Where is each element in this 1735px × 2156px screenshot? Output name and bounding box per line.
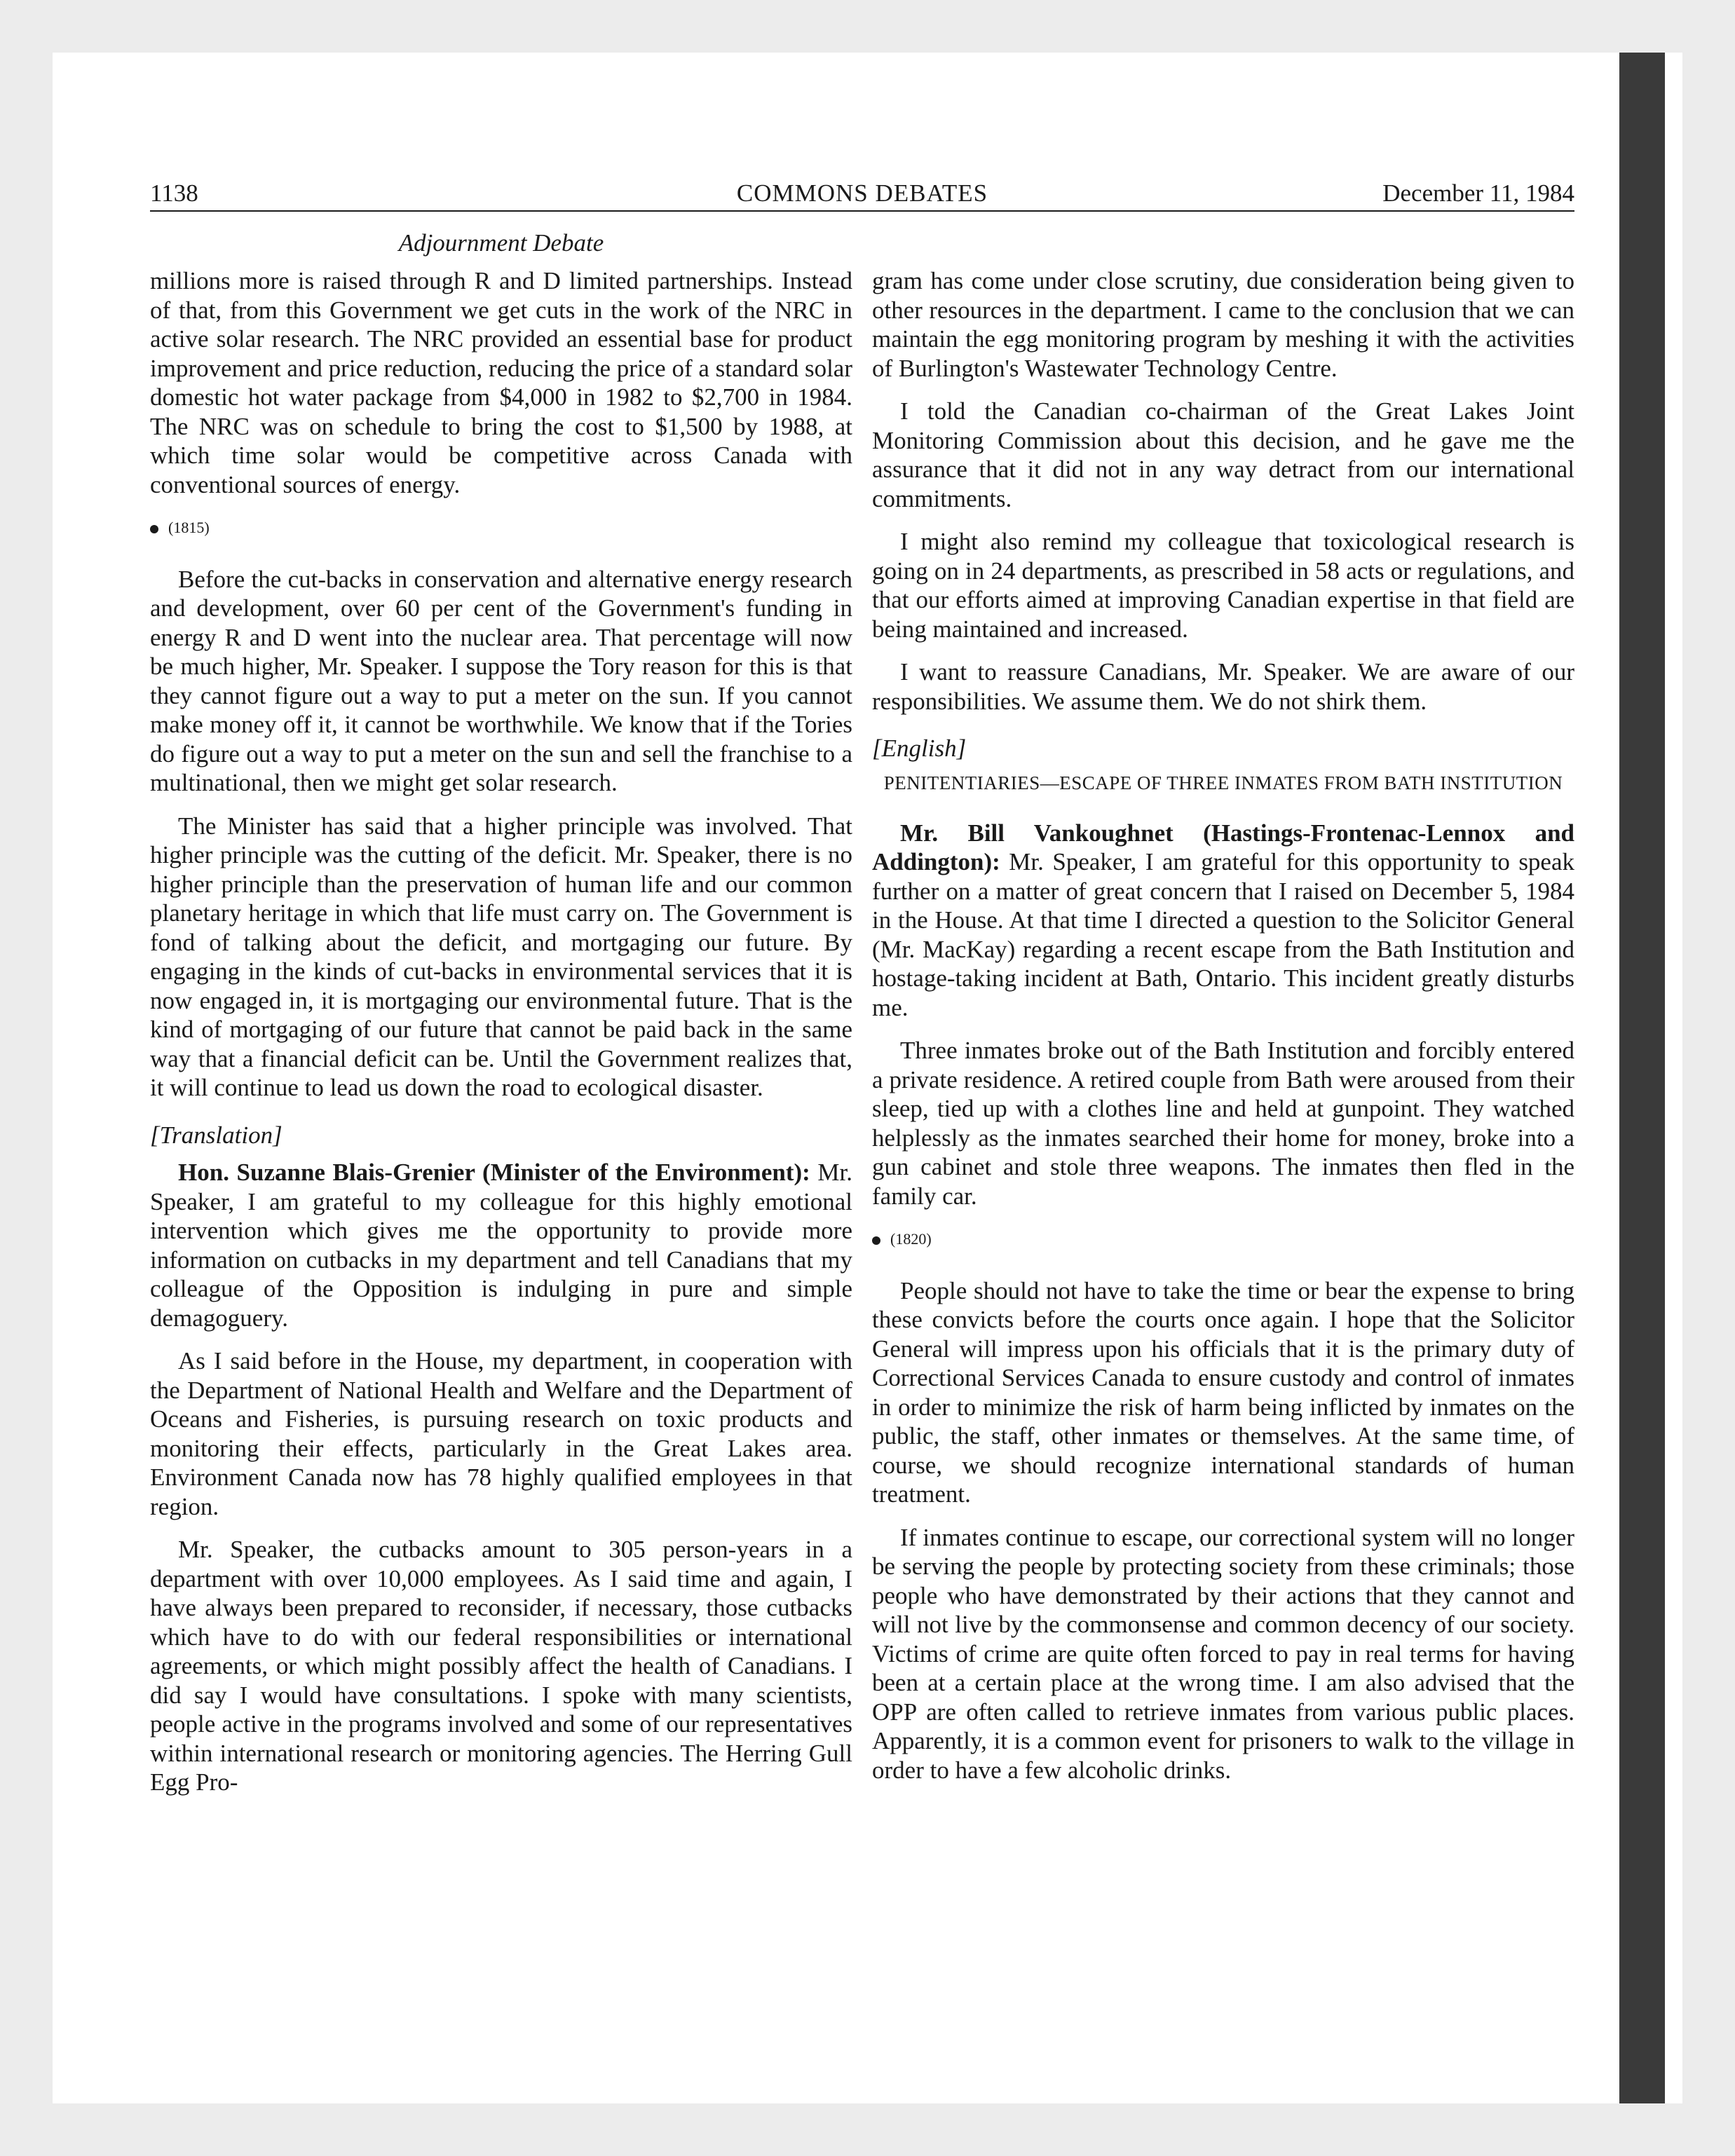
paragraph: Mr. Speaker, the cutbacks amount to 305 person-years in a department with over 10,000 employees. As I said time and again, I have always been prepared to reconsider, if necessary, those cutbacks which have to do with our federal responsibilities or international agreements, or which might possibly affect the health of Canadians. I did say I would have consultations. I spoke with many scientists, people active in the programs involved and some of our representatives within international research or monitoring agencies. The Herring Gull Egg Pro-: [150, 1536, 852, 1796]
time-marker-label: (1815): [168, 519, 210, 536]
page-header: [150, 175, 1574, 212]
paragraph: I might also remind my colleague that toxicological research is going on in 24 departments, as prescribed in 58 acts or regulations, and that our efforts aimed at improving Canadian expertise in that field are being maintained and increased.: [872, 528, 1574, 643]
paragraph: Before the cut-backs in conservation and alternative energy research and development, over 60 per cent of the Government's funding in energy R and D went into the nuclear area. That percentage will now be much higher, Mr. Speaker. I suppose the Tory reason for this is that they cannot figure out a way to put a meter on the sun. If you cannot make money off it, it cannot be worthwhile. We know that if the Tories do figure out a way to put a meter on the sun and sell the franchise to a multinational, then we might get solar research.: [150, 565, 852, 796]
subject-heading: PENITENTIARIES—ESCAPE OF THREE INMATES FROM BATH INSTITUTION: [883, 772, 1563, 793]
time-marker-label: (1820): [890, 1230, 932, 1248]
speech-paragraph: [872, 819, 1574, 1023]
speaker-name: Hon. Suzanne Blais-Grenier (Minister of the Environment):: [178, 1159, 810, 1186]
speaker-name: Mr. Bill Vankoughnet (Hastings-Frontenac-Lennox and Addington):: [872, 819, 1574, 875]
publication-date: December 11, 1984: [1382, 179, 1574, 207]
paragraph: If inmates continue to escape, our correctional system will no longer be serving the people by protecting society from these criminals; those people who have demonstrated by their actions that they cannot and will not live by the commonsense and common decency of our society. Victims of crime are quite often forced to pay in real terms for having been at a certain place at the wrong time. I am also advised that the OPP are often called to retrieve inmates from various public places. Apparently, it is a common event for prisoners to walk to the village in order to have a few alcoholic drinks.: [872, 1523, 1574, 1784]
speech-text: Mr. Speaker, I am grateful for this opportunity to speak further on a matter of great concern that I raised on December 5, 1984 in the House. At that time I directed a question to the Solicitor General (Mr. MacKay) regarding a recent escape from the Bath Institution and hostage-taking incident at Bath, Ontario. This incident greatly disturbs me.: [872, 848, 1575, 1021]
left-column: [150, 266, 852, 1811]
right-column: [872, 266, 1574, 1799]
paragraph: As I said before in the House, my department, in cooperation with the Department of National Health and Welfare and the Department of Oceans and Fisheries, is pursuing research on toxic products and monitoring their effects, particularly in the Great Lakes area. Environment Canada now has 78 highly qualified employees in that region.: [150, 1347, 852, 1520]
paragraph: I told the Canadian co-chairman of the Great Lakes Joint Monitoring Commission about this decision, and he gave me the assurance that it did not in any way detract from our international commitments.: [872, 397, 1574, 512]
speech-text: Mr. Speaker, I am grateful to my colleague for this highly emotional intervention which gives me the opportunity to provide more information on cutbacks in my department and tell Canadians that my colleague of the Opposition is indulging in pure and simple demagoguery.: [150, 1159, 852, 1332]
paragraph: millions more is raised through R and D limited partnerships. Instead of that, from this Government we get cuts in the work of the NRC in active solar research. The NRC provided an essential base for product improvement and price reduction, reducing the price of a standard solar domestic hot water package from $4,000 in 1982 to $2,700 in 1984. The NRC was on schedule to bring the cost to $1,500 by 1988, at which time solar would be competitive across Canada with conventional sources of energy.: [150, 267, 852, 498]
bullet-icon: [872, 1236, 880, 1245]
time-marker: [150, 513, 852, 543]
page-number: 1138: [150, 179, 198, 207]
paragraph: People should not have to take the time or bear the expense to bring these convicts before the courts once again. I hope that the Solicitor General will impress upon his officials that it is the primary duty of Correctional Services Canada to ensure custody and control of inmates in order to minimize the risk of harm being inflicted by inmates on the public, the staff, other inmates or themselves. At the same time, of course, we should recognize international standards of human treatment.: [872, 1276, 1574, 1508]
language-note: [English]: [872, 735, 967, 762]
paragraph: The Minister has said that a higher principle was involved. That higher principle was the cutting of the deficit. Mr. Speaker, there is no higher principle than the preservation of human life and our common planetary heritage in which that life must carry on. The Government is fond of talking about the deficit, and mortgaging our future. By engaging in the kinds of cut-backs in environmental services that it is now engaged in, it is mortgaging our environmental future. That is the kind of mortgaging of our future that cannot be paid back in the same way that a financial deficit can be. Until the Government realizes that, it will continue to lead us down the road to ecological disaster.: [150, 812, 852, 1101]
section-title: Adjournment Debate: [398, 229, 604, 257]
paragraph: I want to reassure Canadians, Mr. Speaker. We are aware of our responsibilities. We assume them. We do not shirk them.: [872, 658, 1574, 715]
scan-edge-bar: [1619, 53, 1665, 2103]
time-marker: [872, 1224, 1574, 1254]
speech-paragraph: [150, 1158, 852, 1332]
paragraph: gram has come under close scrutiny, due consideration being given to other resources in the department. I came to the conclusion that we can maintain the egg monitoring program by meshing it with the activities of Burlington's Wastewater Technology Centre.: [872, 267, 1574, 382]
publication-title: COMMONS DEBATES: [736, 179, 988, 207]
bullet-icon: [150, 525, 158, 533]
paragraph: Three inmates broke out of the Bath Institution and forcibly entered a private residence. A retired couple from Bath were aroused from their sleep, tied up with a clothes line and held at gunpoint. They watched helplessly as the inmates searched their home for money, broke into a gun cabinet and stole three weapons. The inmates then fled in the family car.: [872, 1037, 1574, 1210]
language-note: [Translation]: [150, 1121, 283, 1149]
